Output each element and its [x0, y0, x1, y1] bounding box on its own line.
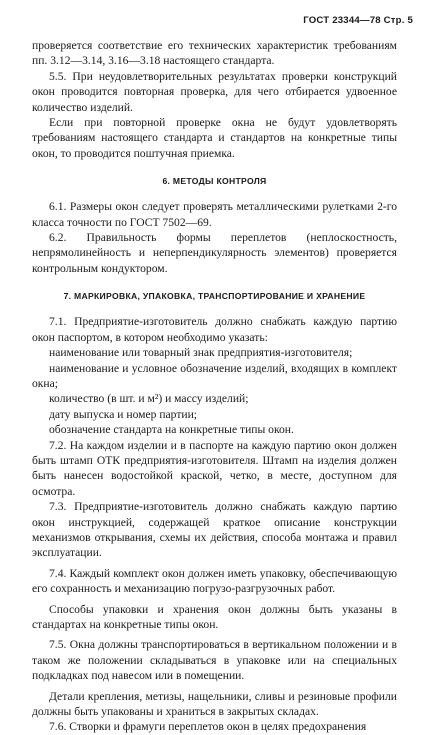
paragraph: 7.1. Предприятие-изготовитель должно снабжать каждую партию окон паспортом, в котором необходимо указать:: [32, 315, 397, 344]
section-7-heading: 7. МАРКИРОВКА, УПАКОВКА, ТРАНСПОРТИРОВАНИЕ И ХРАНЕНИЕ: [63, 291, 366, 302]
paragraph: проверяется соответствие его технических характеристик требованиям пп. 3.12—3.14, 3.16—3.18 настоящего стандарта.: [32, 39, 397, 68]
document-body: [32, 38, 397, 735]
paragraph: 6.1. Размеры окон следует проверять металлическими рулетками 2-го класса точности по ГОСТ 7502—69.: [32, 200, 397, 229]
paragraph: обозначение стандарта на конкретные типы окон.: [49, 423, 294, 437]
paragraph: дату выпуска и номер партии;: [49, 407, 198, 421]
paragraph: количество (в шт. и м²) и массу изделий;: [49, 392, 249, 406]
paragraph: 7.6. Створки и фрамуги переплетов окон в целях предохранения: [49, 720, 367, 734]
page-header: ГОСТ 23344—78 Стр. 5: [303, 15, 413, 26]
paragraph: наименование или товарный знак предприятия-изготовителя;: [49, 346, 353, 360]
paragraph: 7.5. Окна должны транспортироваться в вертикальном положении и в таком же положении складываться в упаковке или на специальных подкладках под навесом или в помещении.: [32, 638, 397, 683]
section-6-heading: 6. МЕТОДЫ КОНТРОЛЯ: [162, 176, 267, 187]
paragraph: Способы упаковки и хранения окон должны быть указаны в стандартах на конкретные типы окон.: [32, 602, 397, 631]
paragraph: 7.2. На каждом изделии и в паспорте на каждую партию окон должен быть штамп ОТК предприятия-изготовителя. Штамп на изделия должен быть нанесен водостойкой краской, четко, в месте, доступном для осмотра.: [32, 438, 397, 498]
paragraph: Детали крепления, метизы, нащельники, сливы и резиновые профили должны быть упакованы и храниться в закрытых складах.: [32, 689, 397, 719]
paragraph: 5.5. При неудовлетворительных результатах проверки конструкций окон проводится повторная проверка, для чего отбирается удвоенное количество изделий.: [32, 69, 397, 114]
paragraph: 7.4. Каждый комплект окон должен иметь упаковку, обеспечивающую его сохранность и механизацию погрузо-разгрузочных работ.: [32, 566, 397, 596]
paragraph: наименование и условное обозначение изделий, входящих в комплект окна;: [32, 361, 397, 390]
paragraph: 7.3. Предприятие-изготовитель должно снабжать каждую партию окон инструкцией, содержащей краткое описание конструкции механизмов открывания, схемы их действия, способа монтажа и правил эксплуатации.: [32, 500, 397, 560]
paragraph: 6.2. Правильность формы переплетов (неплоскостность, непрямолинейность и неперпендикулярность элементов) проверяется контрольным кондуктором.: [32, 231, 397, 275]
paragraph: Если при повторной проверке окна не будут удовлетворять требованиям настоящего стандарта и стандартов на конкретные типы окон, то проводится поштучная приемка.: [32, 116, 397, 160]
